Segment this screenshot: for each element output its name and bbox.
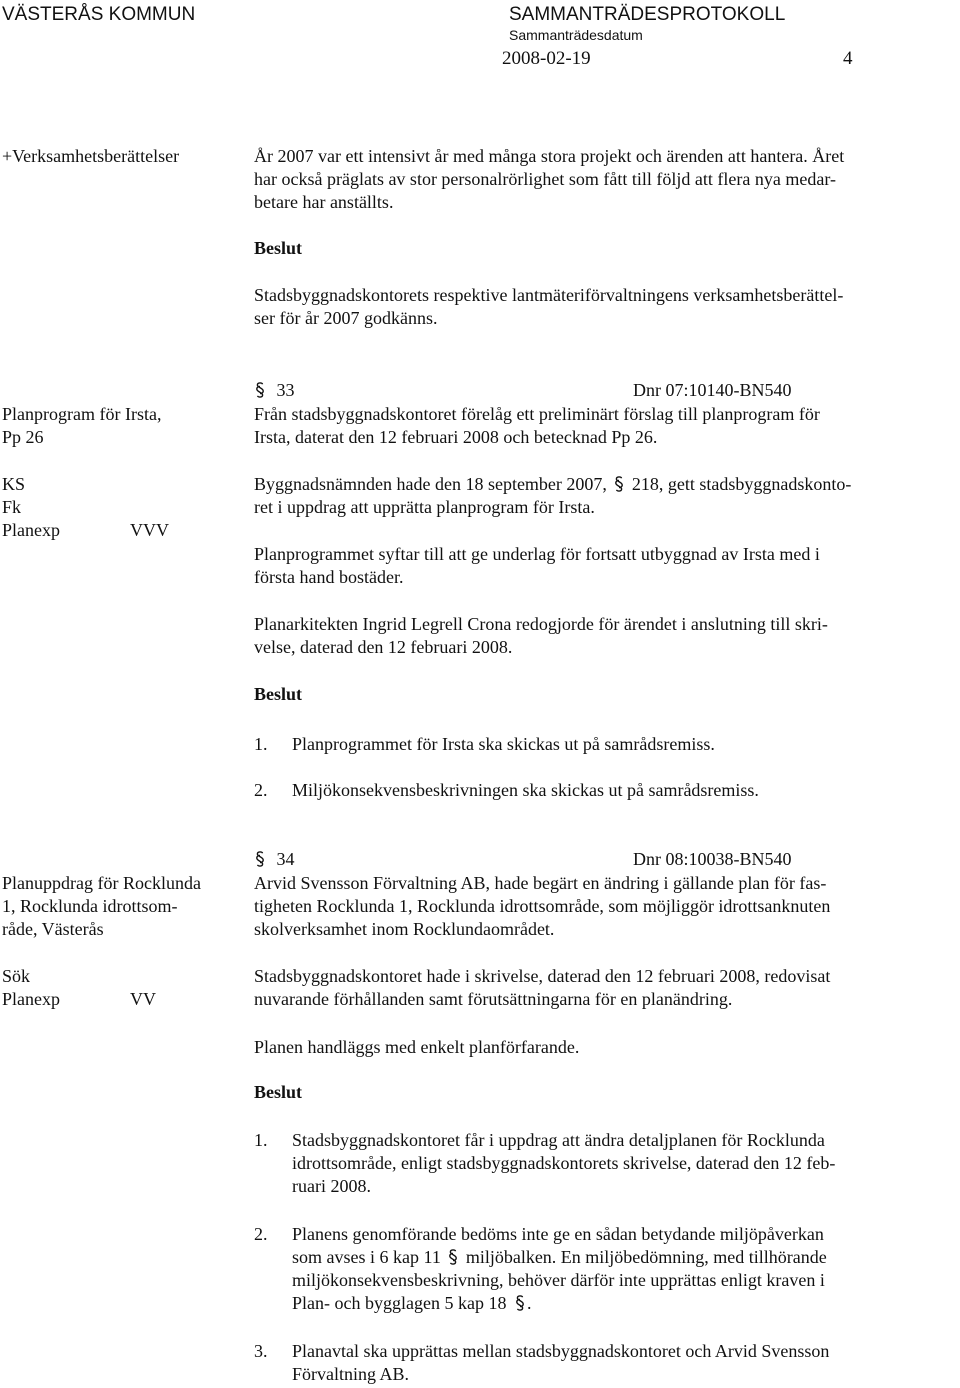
body-line: Från stadsbyggnadskontoret förelåg ett preliminärt förslag till planprogram för [254,404,820,424]
decision-text: Planens genomförande bedöms inte ge en sådan betydande miljöpåverkan [292,1224,824,1244]
body-line: Irsta, daterat den 12 februari 2008 och betecknad Pp 26. [254,427,658,447]
decision-text: miljökonsekvensbeskrivning, behöver därför inte upprättas enligt kraven i [292,1270,825,1290]
decision-number: 1. [254,734,268,754]
decision-number: 1. [254,1130,268,1150]
beslut-heading: Beslut [254,1082,303,1102]
decision-text: Miljökonsekvensbeskrivningen ska skickas ut på samrådsremiss. [292,780,759,800]
section-sign-icon [614,475,624,493]
decision-text: ruari 2008. [292,1176,371,1196]
dnr-34: Dnr 08:10038-BN540 [633,849,792,869]
body-line: första hand bostäder. [254,567,404,587]
page-number: 4 [843,48,853,69]
decision-text: idrottsområde, enligt stadsbyggnadskontorets skrivelse, daterad den 12 feb- [292,1153,836,1173]
body-line: ret i uppdrag att upprätta planprogram för Irsta. [254,497,595,517]
decision-text: Stadsbyggnadskontoret får i uppdrag att ändra detaljplanen för Rocklunda [292,1130,825,1150]
distribution-item: KS [2,474,26,494]
distribution-code: VVV [130,520,169,540]
margin-title-verksamhet: +Verksamhetsberättelser [2,146,180,166]
body-line: har också präglats av stor personalrörlighet som fått till följd att flera nya medar- [254,169,836,189]
body-line: Arvid Svensson Förvaltning AB, hade begärt en ändring i gällande plan för fas- [254,873,827,893]
margin-title-34: råde, Västerås [2,919,104,939]
body-line: Byggnadsnämnden hade den 18 september 2007, 218, gett stadsbyggnadskonto- [254,474,852,494]
beslut-line: Stadsbyggnadskontorets respektive lantmäteriförvaltningens verksamhetsberättel- [254,285,844,305]
document-type: SAMMANTRÄDESPROTOKOLL [509,4,786,25]
distribution-code: VV [130,989,156,1009]
body-line: Planarkitekten Ingrid Legrell Crona redogjorde för ärendet i anslutning till skri- [254,614,828,634]
dnr-33: Dnr 07:10140-BN540 [633,380,792,400]
distribution-item: Planexp [2,989,60,1009]
body-line: velse, daterad den 12 februari 2008. [254,637,513,657]
body-line: nuvarande förhållanden samt förutsättningarna för en planändring. [254,989,733,1009]
beslut-heading: Beslut [254,238,303,258]
body-line: betare har anställts. [254,192,394,212]
margin-title-34: Planuppdrag för Rocklunda [2,873,201,893]
section-sign-icon [255,850,265,868]
distribution-item: Planexp [2,520,60,540]
body-line: tigheten Rocklunda 1, Rocklunda idrottsområde, som möjliggör idrottsanknuten [254,896,831,916]
distribution-item: Fk [2,497,22,517]
body-line: Stadsbyggnadskontoret hade i skrivelse, daterad den 12 februari 2008, redovisat [254,966,831,986]
margin-title-33: Planprogram för Irsta, [2,404,162,424]
margin-title-33: Pp 26 [2,427,44,447]
meeting-date: 2008-02-19 [502,48,591,69]
beslut-line: ser för år 2007 godkänns. [254,308,438,328]
margin-title-34: 1, Rocklunda idrottsom- [2,896,178,916]
body-line: Planen handläggs med enkelt planförfarande. [254,1037,580,1057]
body-line: skolverksamhet inom Rocklundaområdet. [254,919,555,939]
body-line: Planprogrammet syftar till att ge underlag för fortsatt utbyggnad av Irsta med i [254,544,820,564]
section-sign-icon [515,1294,525,1312]
section-sign-icon [255,381,265,399]
beslut-heading: Beslut [254,684,303,704]
decision-number: 3. [254,1341,268,1361]
organization-name: VÄSTERÅS KOMMUN [2,4,196,25]
distribution-item: Sök [2,966,31,986]
decision-text: Plan- och bygglagen 5 kap 18 . [292,1293,532,1313]
paragraph-number-34: 34 [255,848,295,871]
decision-text: Planprogrammet för Irsta ska skickas ut på samrådsremiss. [292,734,715,754]
paragraph-number-33: 33 [255,379,295,402]
decision-text: som avses i 6 kap 11 miljöbalken. En miljöbedömning, med tillhörande [292,1247,827,1267]
section-sign-icon [448,1248,458,1266]
body-line: År 2007 var ett intensivt år med många stora projekt och ärenden att hantera. Året [254,146,845,166]
date-label: Sammanträdesdatum [509,27,643,43]
decision-text: Planavtal ska upprättas mellan stadsbyggnadskontoret och Arvid Svensson [292,1341,830,1361]
decision-number: 2. [254,780,268,800]
decision-text: Förvaltning AB. [292,1364,410,1384]
decision-number: 2. [254,1224,268,1244]
